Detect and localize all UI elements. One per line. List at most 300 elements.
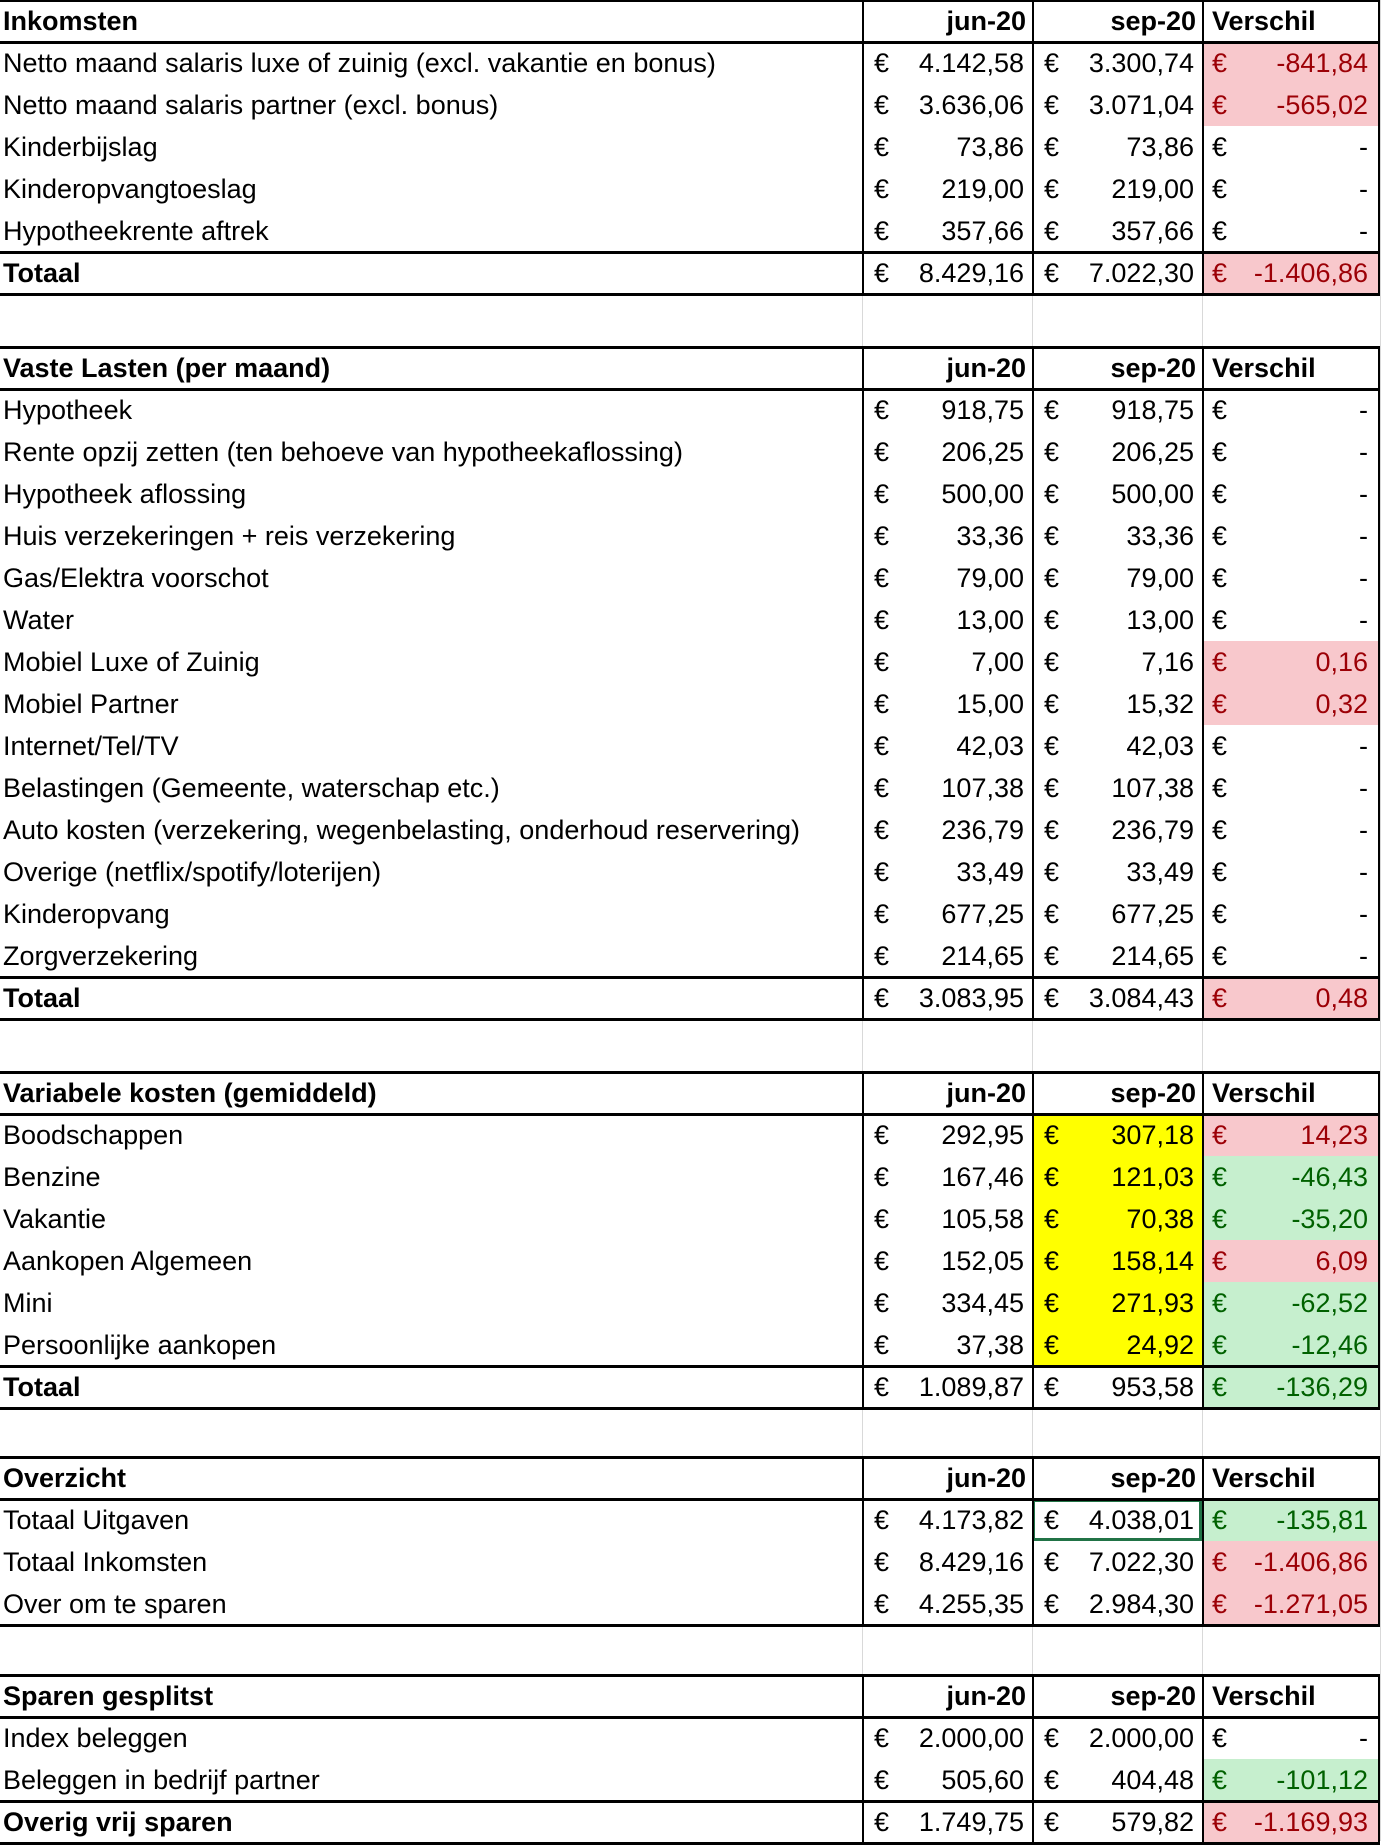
row-label[interactable]: Hypotheek aflossing: [3, 479, 247, 509]
table-row: [0, 1156, 1380, 1198]
row-label[interactable]: Beleggen in bedrijf partner: [3, 1765, 320, 1795]
amount: -: [1359, 479, 1368, 509]
euro-sign: €: [1044, 815, 1060, 845]
column-header-sep[interactable]: sep-20: [1110, 6, 1196, 36]
amount: 33,49: [956, 857, 1024, 887]
row-label[interactable]: Persoonlijke aankopen: [3, 1330, 277, 1360]
sep-value-cell[interactable]: [1032, 1240, 1202, 1282]
row-label[interactable]: Kinderopvang: [3, 899, 170, 929]
euro-sign: €: [1044, 258, 1060, 288]
jun-value-cell[interactable]: [862, 1717, 1032, 1759]
amount: -1.271,05: [1253, 1589, 1368, 1619]
euro-sign: €: [1044, 1589, 1060, 1619]
jun-value-cell[interactable]: [862, 1541, 1032, 1583]
euro-sign: €: [1044, 479, 1060, 509]
verschil-value-cell[interactable]: [1202, 1282, 1380, 1324]
table-row: [0, 809, 1380, 851]
amount: 33,49: [1126, 857, 1194, 887]
table-row: [0, 1759, 1380, 1801]
row-label[interactable]: Kinderbijslag: [3, 132, 158, 162]
row-label[interactable]: Mini: [3, 1288, 53, 1318]
amount: -: [1359, 563, 1368, 593]
row-label[interactable]: Kinderopvangtoeslag: [3, 174, 257, 204]
jun-value-cell[interactable]: [862, 1198, 1032, 1240]
sep-value-cell[interactable]: [1032, 1324, 1202, 1366]
sep-value-cell[interactable]: [1032, 389, 1202, 431]
verschil-value-cell[interactable]: [1202, 1759, 1380, 1801]
border-line: [0, 1365, 1380, 1368]
amount: -: [1359, 1723, 1368, 1753]
column-header-verschil[interactable]: Verschil: [1212, 1681, 1316, 1711]
verschil-value-cell[interactable]: [1202, 851, 1380, 893]
jun-value-cell[interactable]: [862, 683, 1032, 725]
amount: 357,66: [1111, 216, 1194, 246]
row-label[interactable]: Totaal Uitgaven: [3, 1505, 190, 1535]
euro-sign: €: [1044, 521, 1060, 551]
amount: -: [1359, 899, 1368, 929]
jun-value-cell[interactable]: [862, 557, 1032, 599]
euro-sign: €: [874, 1330, 890, 1360]
sep-value-cell[interactable]: [1032, 641, 1202, 683]
border-line: [0, 1624, 1380, 1627]
euro-sign: €: [1044, 90, 1060, 120]
euro-sign: €: [874, 647, 890, 677]
row-label[interactable]: Gas/Elektra voorschot: [3, 563, 269, 593]
amount: 73,86: [956, 132, 1024, 162]
sep-value-cell[interactable]: [1032, 557, 1202, 599]
table-row: [0, 168, 1380, 210]
verschil-value-cell[interactable]: [1202, 935, 1380, 977]
column-header-sep[interactable]: sep-20: [1110, 1681, 1196, 1711]
row-label[interactable]: Over om te sparen: [3, 1589, 227, 1619]
sep-value-cell[interactable]: [1032, 1156, 1202, 1198]
verschil-value-cell[interactable]: [1202, 977, 1380, 1019]
euro-sign: €: [874, 132, 890, 162]
verschil-value-cell[interactable]: [1202, 557, 1380, 599]
section-title[interactable]: Inkomsten: [3, 6, 139, 36]
jun-value-cell[interactable]: [862, 1240, 1032, 1282]
total-row: [0, 977, 1380, 1019]
verschil-value-cell[interactable]: [1202, 84, 1380, 126]
verschil-value-cell[interactable]: [1202, 809, 1380, 851]
row-label[interactable]: Auto kosten (verzekering, wegenbelasting, onderhoud reservering): [3, 815, 800, 845]
amount: 1.089,87: [918, 1372, 1024, 1402]
amount: -: [1359, 216, 1368, 246]
verschil-value-cell[interactable]: [1202, 42, 1380, 84]
sep-value-cell[interactable]: [1032, 809, 1202, 851]
column-border: [862, 347, 864, 1019]
amount: 13,00: [1126, 605, 1194, 635]
table-row: [0, 641, 1380, 683]
jun-value-cell[interactable]: [862, 1759, 1032, 1801]
sep-value-cell[interactable]: [1032, 1114, 1202, 1156]
verschil-value-cell[interactable]: [1202, 1717, 1380, 1759]
sep-value-cell[interactable]: [1032, 851, 1202, 893]
sep-value-cell[interactable]: [1032, 431, 1202, 473]
jun-value-cell[interactable]: [862, 977, 1032, 1019]
amount: 500,00: [1111, 479, 1194, 509]
amount: 105,58: [941, 1204, 1024, 1234]
sep-value-cell[interactable]: [1032, 1541, 1202, 1583]
sep-value-cell[interactable]: [1032, 42, 1202, 84]
amount: -: [1359, 437, 1368, 467]
euro-sign: €: [1212, 1807, 1228, 1837]
verschil-value-cell[interactable]: [1202, 252, 1380, 294]
sep-value-cell[interactable]: [1032, 252, 1202, 294]
column-border: [1378, 347, 1380, 1019]
euro-sign: €: [1212, 437, 1228, 467]
sep-value-cell[interactable]: [1032, 1366, 1202, 1408]
section-variabele-kosten-gemiddeld-: [0, 1072, 1380, 1408]
jun-value-cell[interactable]: [862, 767, 1032, 809]
border-line: [0, 251, 1380, 254]
row-label[interactable]: Rente opzij zetten (ten behoeve van hypotheekaflossing): [3, 437, 683, 467]
euro-sign: €: [1044, 773, 1060, 803]
euro-sign: €: [1212, 1330, 1228, 1360]
column-border: [1202, 0, 1204, 294]
euro-sign: €: [874, 1765, 890, 1795]
amount: 3.083,95: [918, 983, 1024, 1013]
total-row: [0, 1801, 1380, 1843]
sep-value-cell[interactable]: [1032, 935, 1202, 977]
jun-value-cell[interactable]: [862, 84, 1032, 126]
sep-value-cell[interactable]: [1032, 1759, 1202, 1801]
section-title[interactable]: Overzicht: [3, 1463, 127, 1493]
euro-sign: €: [1212, 1547, 1228, 1577]
amount: -35,20: [1291, 1204, 1368, 1234]
euro-sign: €: [874, 521, 890, 551]
column-header-jun[interactable]: jun-20: [946, 1463, 1026, 1493]
sep-value-cell[interactable]: [1032, 210, 1202, 252]
verschil-value-cell[interactable]: [1202, 641, 1380, 683]
row-label[interactable]: Hypotheekrente aftrek: [3, 216, 269, 246]
row-label[interactable]: Overige (netflix/spotify/loterijen): [3, 857, 382, 887]
column-border: [1032, 1457, 1034, 1625]
verschil-value-cell[interactable]: [1202, 210, 1380, 252]
euro-sign: €: [1212, 132, 1228, 162]
euro-sign: €: [874, 90, 890, 120]
table-row: [0, 473, 1380, 515]
jun-value-cell[interactable]: [862, 1282, 1032, 1324]
column-border: [862, 1457, 864, 1625]
euro-sign: €: [1044, 1765, 1060, 1795]
jun-value-cell[interactable]: [862, 599, 1032, 641]
sep-value-cell[interactable]: [1032, 977, 1202, 1019]
column-border: [1032, 1072, 1034, 1408]
section-header: [0, 347, 1380, 389]
jun-value-cell[interactable]: [862, 168, 1032, 210]
euro-sign: €: [1044, 1120, 1060, 1150]
section-header: [0, 1675, 1380, 1717]
table-row: [0, 431, 1380, 473]
jun-value-cell[interactable]: [862, 1114, 1032, 1156]
verschil-value-cell[interactable]: [1202, 893, 1380, 935]
euro-sign: €: [874, 216, 890, 246]
jun-value-cell[interactable]: [862, 809, 1032, 851]
section-title[interactable]: Sparen gesplitst: [3, 1681, 214, 1711]
row-label[interactable]: Netto maand salaris partner (excl. bonus): [3, 90, 499, 120]
column-border: [1378, 1457, 1380, 1625]
column-header-verschil[interactable]: Verschil: [1212, 353, 1316, 383]
amount: 334,45: [941, 1288, 1024, 1318]
euro-sign: €: [874, 1505, 890, 1535]
amount: 292,95: [941, 1120, 1024, 1150]
verschil-value-cell[interactable]: [1202, 1801, 1380, 1843]
euro-sign: €: [1212, 1204, 1228, 1234]
jun-value-cell[interactable]: [862, 1499, 1032, 1541]
euro-sign: €: [1212, 174, 1228, 204]
section-title[interactable]: Vaste Lasten (per maand): [3, 353, 331, 383]
sep-value-cell[interactable]: [1032, 893, 1202, 935]
verschil-value-cell[interactable]: [1202, 1583, 1380, 1625]
row-label[interactable]: Mobiel Luxe of Zuinig: [3, 647, 260, 677]
amount: -565,02: [1276, 90, 1368, 120]
sep-value-cell[interactable]: [1032, 1583, 1202, 1625]
section-header: [0, 0, 1380, 42]
euro-sign: €: [1044, 1547, 1060, 1577]
row-label[interactable]: Netto maand salaris luxe of zuinig (excl. vakantie en bonus): [3, 48, 716, 78]
amount: 206,25: [1111, 437, 1194, 467]
table-row: [0, 767, 1380, 809]
amount: 7,00: [971, 647, 1024, 677]
row-label[interactable]: Totaal Inkomsten: [3, 1547, 208, 1577]
euro-sign: €: [1044, 563, 1060, 593]
euro-sign: €: [1212, 1246, 1228, 1276]
euro-sign: €: [1212, 857, 1228, 887]
sep-value-cell[interactable]: [1032, 126, 1202, 168]
jun-value-cell[interactable]: [862, 1801, 1032, 1843]
amount: -1.406,86: [1253, 258, 1368, 288]
amount: -841,84: [1276, 48, 1368, 78]
column-border: [1378, 1072, 1380, 1408]
euro-sign: €: [1044, 174, 1060, 204]
euro-sign: €: [874, 815, 890, 845]
verschil-value-cell[interactable]: [1202, 515, 1380, 557]
euro-sign: €: [874, 1204, 890, 1234]
amount: 677,25: [941, 899, 1024, 929]
verschil-value-cell[interactable]: [1202, 1198, 1380, 1240]
row-label[interactable]: Hypotheek: [3, 395, 133, 425]
section-title[interactable]: Variabele kosten (gemiddeld): [3, 1078, 377, 1108]
amount: 357,66: [941, 216, 1024, 246]
amount: 219,00: [1111, 174, 1194, 204]
row-label[interactable]: Aankopen Algemeen: [3, 1246, 253, 1276]
jun-value-cell[interactable]: [862, 641, 1032, 683]
column-header-jun[interactable]: jun-20: [946, 353, 1026, 383]
border-line: [0, 1018, 1380, 1021]
sep-value-cell[interactable]: [1032, 1499, 1202, 1541]
jun-value-cell[interactable]: [862, 1156, 1032, 1198]
amount: 3.636,06: [918, 90, 1024, 120]
sep-value-cell[interactable]: [1032, 1717, 1202, 1759]
row-label[interactable]: Mobiel Partner: [3, 689, 179, 719]
verschil-value-cell[interactable]: [1202, 1324, 1380, 1366]
verschil-value-cell[interactable]: [1202, 1366, 1380, 1408]
jun-value-cell[interactable]: [862, 473, 1032, 515]
verschil-value-cell[interactable]: [1202, 767, 1380, 809]
column-header-sep[interactable]: sep-20: [1110, 1078, 1196, 1108]
amount: 505,60: [941, 1765, 1024, 1795]
verschil-value-cell[interactable]: [1202, 431, 1380, 473]
row-label[interactable]: Benzine: [3, 1162, 101, 1192]
euro-sign: €: [1044, 1723, 1060, 1753]
amount: 33,36: [1126, 521, 1194, 551]
euro-sign: €: [874, 689, 890, 719]
row-label[interactable]: Internet/Tel/TV: [3, 731, 179, 761]
amount: 236,79: [941, 815, 1024, 845]
amount: -: [1359, 815, 1368, 845]
jun-value-cell[interactable]: [862, 126, 1032, 168]
euro-sign: €: [1044, 857, 1060, 887]
column-header-jun[interactable]: jun-20: [946, 1078, 1026, 1108]
sep-value-cell[interactable]: [1032, 168, 1202, 210]
amount: -: [1359, 521, 1368, 551]
euro-sign: €: [874, 1120, 890, 1150]
jun-value-cell[interactable]: [862, 1366, 1032, 1408]
amount: -: [1359, 395, 1368, 425]
sep-value-cell[interactable]: [1032, 725, 1202, 767]
sep-value-cell[interactable]: [1032, 84, 1202, 126]
euro-sign: €: [1212, 899, 1228, 929]
verschil-value-cell[interactable]: [1202, 473, 1380, 515]
column-header-jun[interactable]: jun-20: [946, 6, 1026, 36]
euro-sign: €: [874, 1723, 890, 1753]
row-label[interactable]: Totaal: [3, 1372, 81, 1402]
amount: 158,14: [1111, 1246, 1194, 1276]
border-line: [0, 1071, 1380, 1074]
column-header-verschil[interactable]: Verschil: [1212, 6, 1316, 36]
row-label[interactable]: Water: [3, 605, 75, 635]
amount: 70,38: [1126, 1204, 1194, 1234]
euro-sign: €: [1212, 521, 1228, 551]
amount: 0,16: [1315, 647, 1368, 677]
amount: -: [1359, 605, 1368, 635]
jun-value-cell[interactable]: [862, 725, 1032, 767]
column-header-verschil[interactable]: Verschil: [1212, 1463, 1316, 1493]
jun-value-cell[interactable]: [862, 1324, 1032, 1366]
amount: 6,09: [1315, 1246, 1368, 1276]
row-label[interactable]: Boodschappen: [3, 1120, 184, 1150]
euro-sign: €: [1212, 647, 1228, 677]
row-label[interactable]: Totaal: [3, 258, 81, 288]
euro-sign: €: [874, 174, 890, 204]
border-line: [0, 1113, 1380, 1116]
column-border: [1202, 1675, 1204, 1843]
sep-value-cell[interactable]: [1032, 473, 1202, 515]
jun-value-cell[interactable]: [862, 893, 1032, 935]
verschil-value-cell[interactable]: [1202, 389, 1380, 431]
amount: 4.142,58: [918, 48, 1024, 78]
column-header-sep[interactable]: sep-20: [1110, 1463, 1196, 1493]
euro-sign: €: [874, 605, 890, 635]
verschil-value-cell[interactable]: [1202, 1541, 1380, 1583]
column-border: [1202, 347, 1204, 1019]
amount: 918,75: [1111, 395, 1194, 425]
amount: -1.169,93: [1253, 1807, 1368, 1837]
jun-value-cell[interactable]: [862, 515, 1032, 557]
jun-value-cell[interactable]: [862, 252, 1032, 294]
sep-value-cell[interactable]: [1032, 1282, 1202, 1324]
euro-sign: €: [1044, 1330, 1060, 1360]
sep-value-cell[interactable]: [1032, 1801, 1202, 1843]
jun-value-cell[interactable]: [862, 42, 1032, 84]
amount: 15,00: [956, 689, 1024, 719]
amount: 206,25: [941, 437, 1024, 467]
verschil-value-cell[interactable]: [1202, 168, 1380, 210]
verschil-value-cell[interactable]: [1202, 126, 1380, 168]
amount: 307,18: [1111, 1120, 1194, 1150]
border-line: [0, 1674, 1380, 1677]
sep-value-cell[interactable]: [1032, 683, 1202, 725]
column-header-sep[interactable]: sep-20: [1110, 353, 1196, 383]
amount: 8.429,16: [918, 258, 1024, 288]
border-line: [0, 1800, 1380, 1803]
euro-sign: €: [874, 1372, 890, 1402]
amount: 579,82: [1111, 1807, 1194, 1837]
jun-value-cell[interactable]: [862, 935, 1032, 977]
verschil-value-cell[interactable]: [1202, 1499, 1380, 1541]
column-header-jun[interactable]: jun-20: [946, 1681, 1026, 1711]
amount: 7.022,30: [1088, 1547, 1194, 1577]
row-label[interactable]: Index beleggen: [3, 1723, 188, 1753]
euro-sign: €: [1044, 1204, 1060, 1234]
jun-value-cell[interactable]: [862, 851, 1032, 893]
sep-value-cell[interactable]: [1032, 515, 1202, 557]
sep-value-cell[interactable]: [1032, 767, 1202, 809]
amount: 918,75: [941, 395, 1024, 425]
amount: -: [1359, 174, 1368, 204]
amount: 24,92: [1126, 1330, 1194, 1360]
euro-sign: €: [1044, 1246, 1060, 1276]
euro-sign: €: [874, 1547, 890, 1577]
row-label[interactable]: Totaal: [3, 983, 81, 1013]
column-header-verschil[interactable]: Verschil: [1212, 1078, 1316, 1108]
row-label[interactable]: Overig vrij sparen: [3, 1807, 233, 1837]
row-label[interactable]: Belastingen (Gemeente, waterschap etc.): [3, 773, 500, 803]
row-label[interactable]: Huis verzekeringen + reis verzekering: [3, 521, 456, 551]
euro-sign: €: [1044, 605, 1060, 635]
amount: 4.173,82: [918, 1505, 1024, 1535]
row-label[interactable]: Vakantie: [3, 1204, 107, 1234]
amount: -: [1359, 941, 1368, 971]
sep-value-cell[interactable]: [1032, 1198, 1202, 1240]
euro-sign: €: [1044, 216, 1060, 246]
sep-value-cell[interactable]: [1032, 599, 1202, 641]
verschil-value-cell[interactable]: [1202, 725, 1380, 767]
amount: 219,00: [941, 174, 1024, 204]
amount: 0,32: [1315, 689, 1368, 719]
table-row: [0, 389, 1380, 431]
verschil-value-cell[interactable]: [1202, 1240, 1380, 1282]
verschil-value-cell[interactable]: [1202, 599, 1380, 641]
euro-sign: €: [1044, 1288, 1060, 1318]
verschil-value-cell[interactable]: [1202, 1114, 1380, 1156]
row-label[interactable]: Zorgverzekering: [3, 941, 199, 971]
jun-value-cell[interactable]: [862, 389, 1032, 431]
amount: 73,86: [1126, 132, 1194, 162]
jun-value-cell[interactable]: [862, 210, 1032, 252]
verschil-value-cell[interactable]: [1202, 683, 1380, 725]
jun-value-cell[interactable]: [862, 1583, 1032, 1625]
table-row: [0, 851, 1380, 893]
euro-sign: €: [1044, 1807, 1060, 1837]
table-row: [0, 893, 1380, 935]
table-row: [0, 935, 1380, 977]
border-line: [0, 976, 1380, 979]
verschil-value-cell[interactable]: [1202, 1156, 1380, 1198]
amount: -12,46: [1291, 1330, 1368, 1360]
jun-value-cell[interactable]: [862, 431, 1032, 473]
